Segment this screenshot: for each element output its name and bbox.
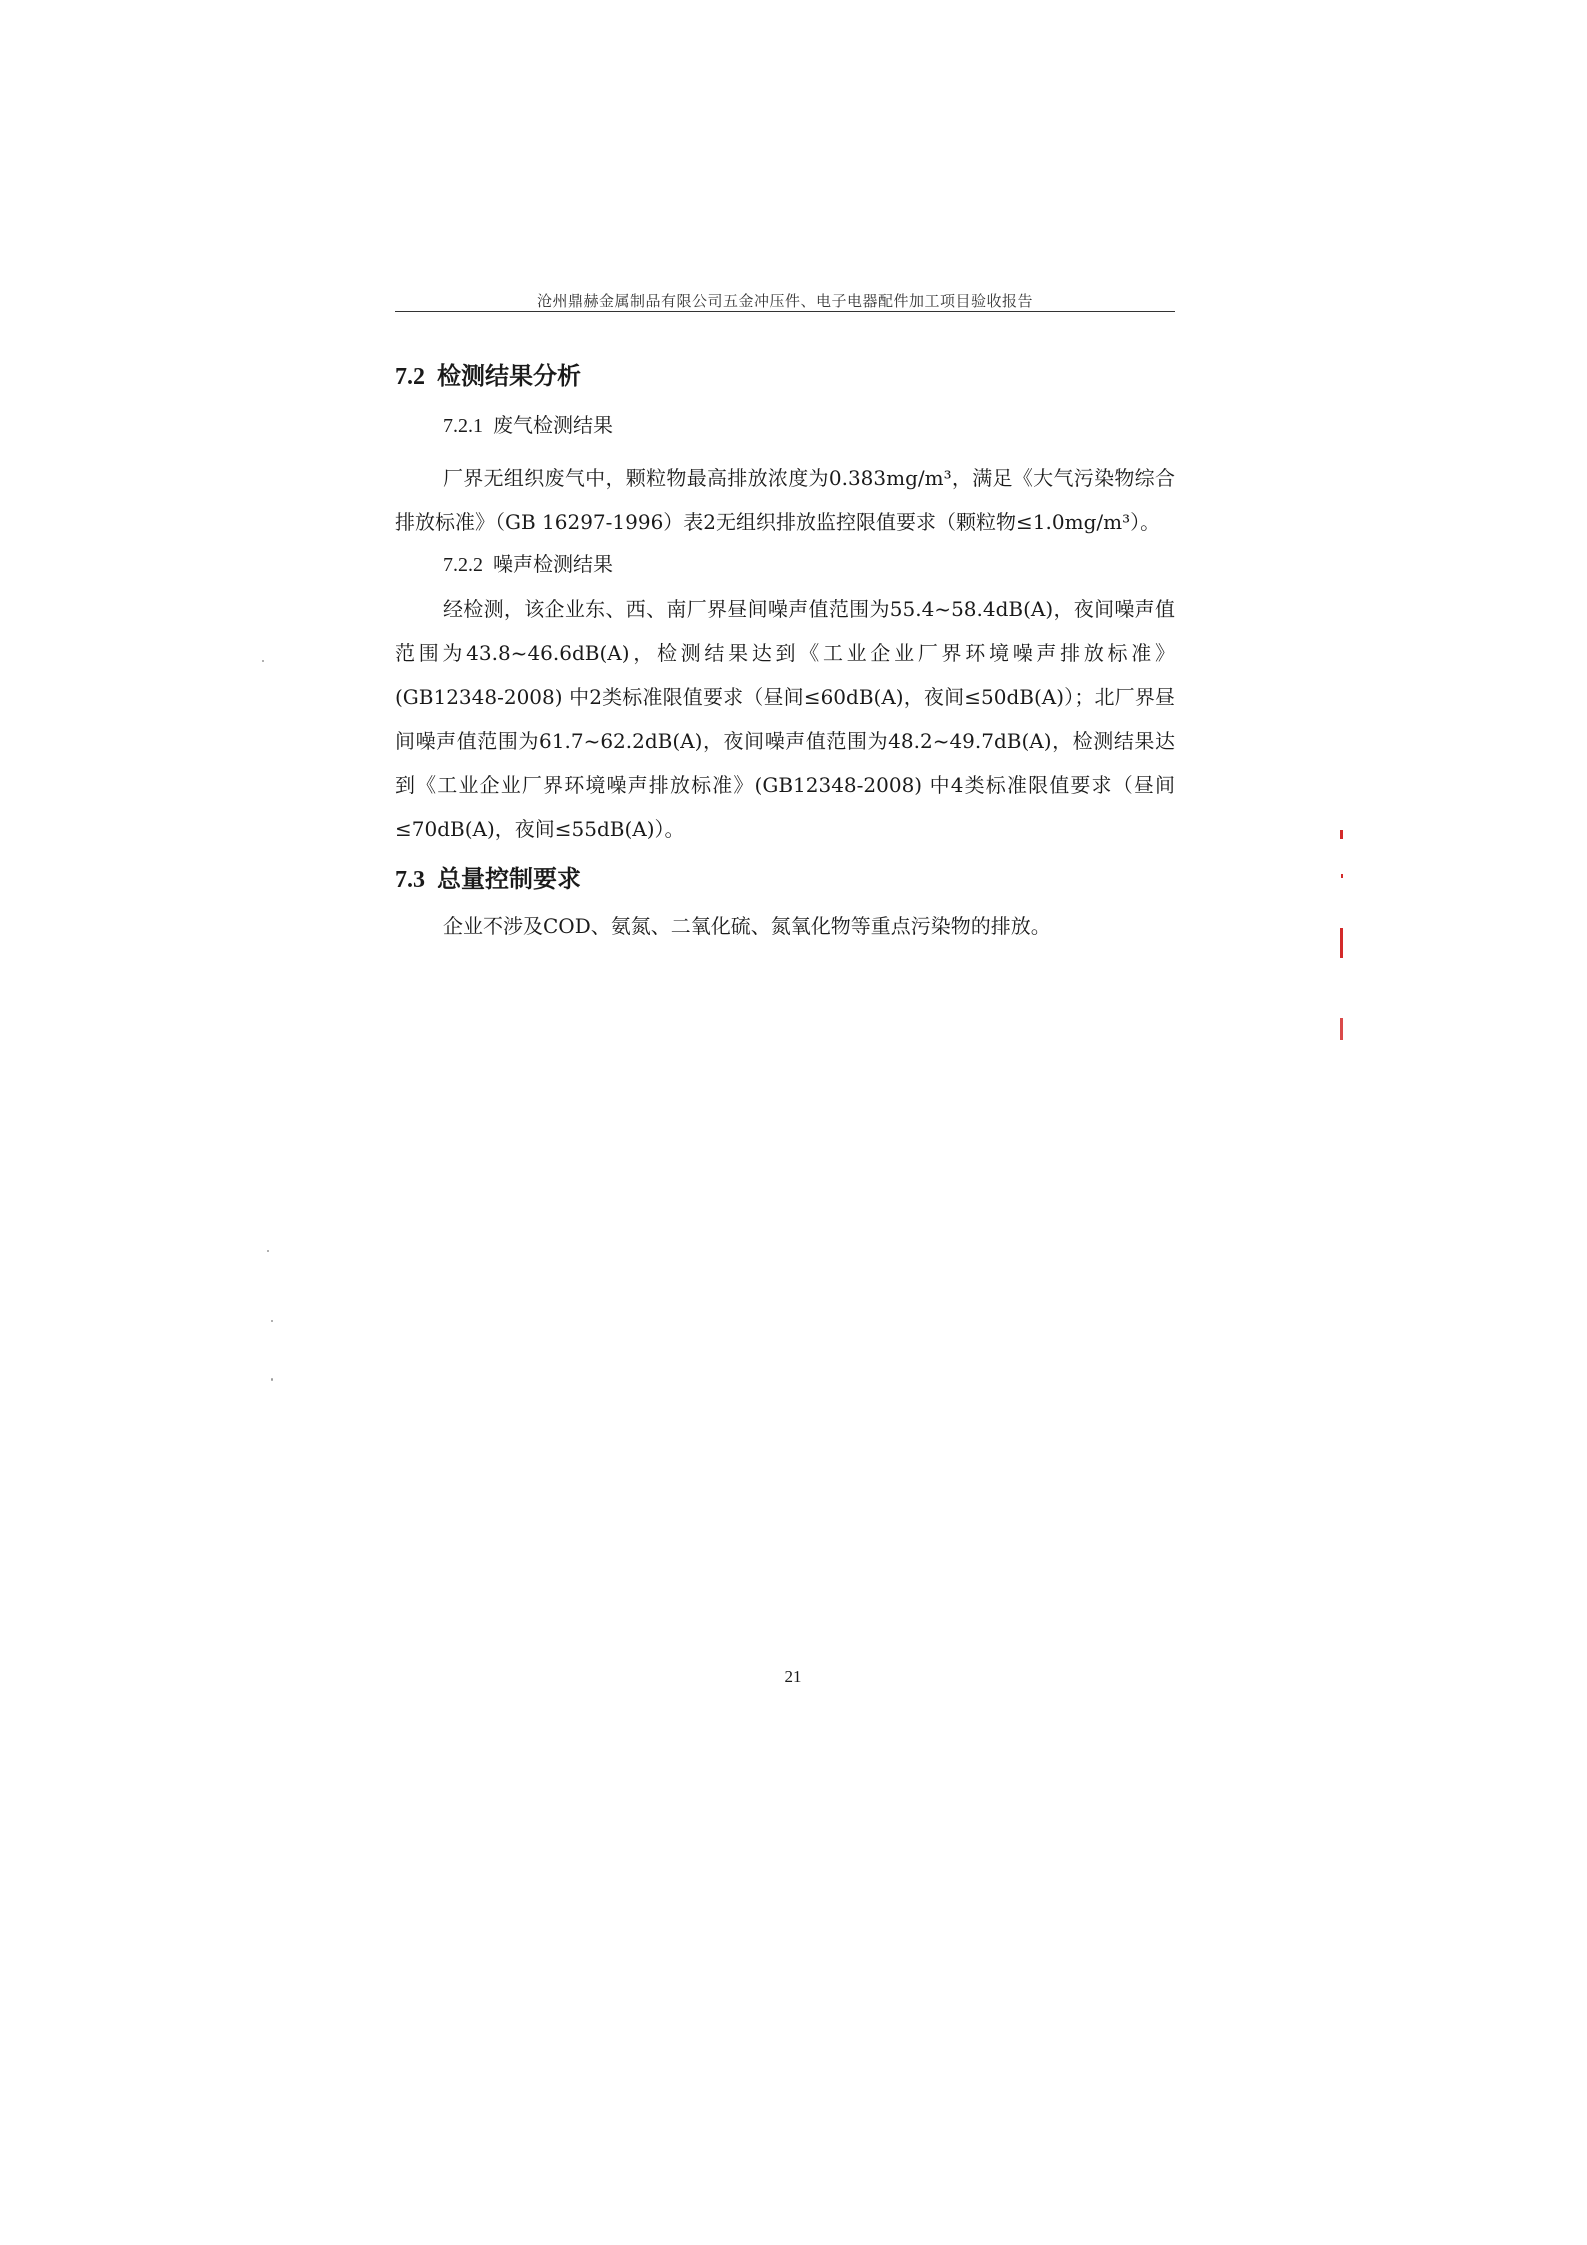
stamp-fragment	[1340, 830, 1343, 839]
section-number: 7.2	[395, 364, 425, 390]
paragraph-waste-gas: 厂界无组织废气中，颗粒物最高排放浓度为0.383mg/m³，满足《大气污染物综合排放标准》（GB 16297-1996）表2无组织排放监控限值要求（颗粒物≤1.0mg/m³）。	[395, 466, 1175, 534]
scan-speck	[267, 1250, 269, 1252]
section-heading-7-2	[395, 356, 1175, 397]
subsection-number: 7.2.2	[443, 554, 483, 576]
section-title: 总量控制要求	[437, 864, 581, 893]
section-heading-7-3	[395, 859, 1175, 900]
paragraph-total-control: 企业不涉及COD、氨氮、二氧化硫、氮氧化物等重点污染物的排放。	[443, 914, 1051, 938]
subsection-title: 噪声检测结果	[493, 552, 613, 576]
stamp-fragment	[1340, 928, 1343, 958]
subsection-heading-7-2-2	[443, 544, 1175, 585]
scan-speck	[271, 1320, 273, 1322]
running-header: 沧州鼎赫金属制品有限公司五金冲压件、电子电器配件加工项目验收报告	[536, 292, 1033, 310]
paragraph-noise: 经检测，该企业东、西、南厂界昼间噪声值范围为55.4~58.4dB(A)，夜间噪声值范围为43.8~46.6dB(A)，检测结果达到《工业企业厂界环境噪声排放标准》(GB12348-2008) 中2类标准限值要求（昼间≤60dB(A)，夜间≤50dB(A)）；北厂界昼间噪声值范围为61.7~62.2dB(A)，夜间噪声值范围为48.2~49.7dB(A)，检测结果达到《工业企业厂界环境噪声排放标准》(GB12348-2008) 中4类标准限值要求（昼间≤70dB(A)，夜间≤55dB(A)）。	[395, 597, 1175, 841]
document-body	[395, 356, 1175, 948]
scan-speck	[271, 1378, 273, 1381]
scan-speck	[262, 660, 264, 662]
section-title: 检测结果分析	[437, 361, 581, 390]
subsection-number: 7.2.1	[443, 415, 483, 437]
section-number: 7.3	[395, 867, 425, 893]
stamp-fragment	[1340, 1018, 1343, 1040]
subsection-heading-7-2-1	[443, 405, 1175, 446]
header-divider	[395, 311, 1175, 312]
stamp-fragment	[1341, 874, 1343, 878]
subsection-title: 废气检测结果	[493, 413, 613, 437]
page-number: 21	[784, 1667, 802, 1686]
